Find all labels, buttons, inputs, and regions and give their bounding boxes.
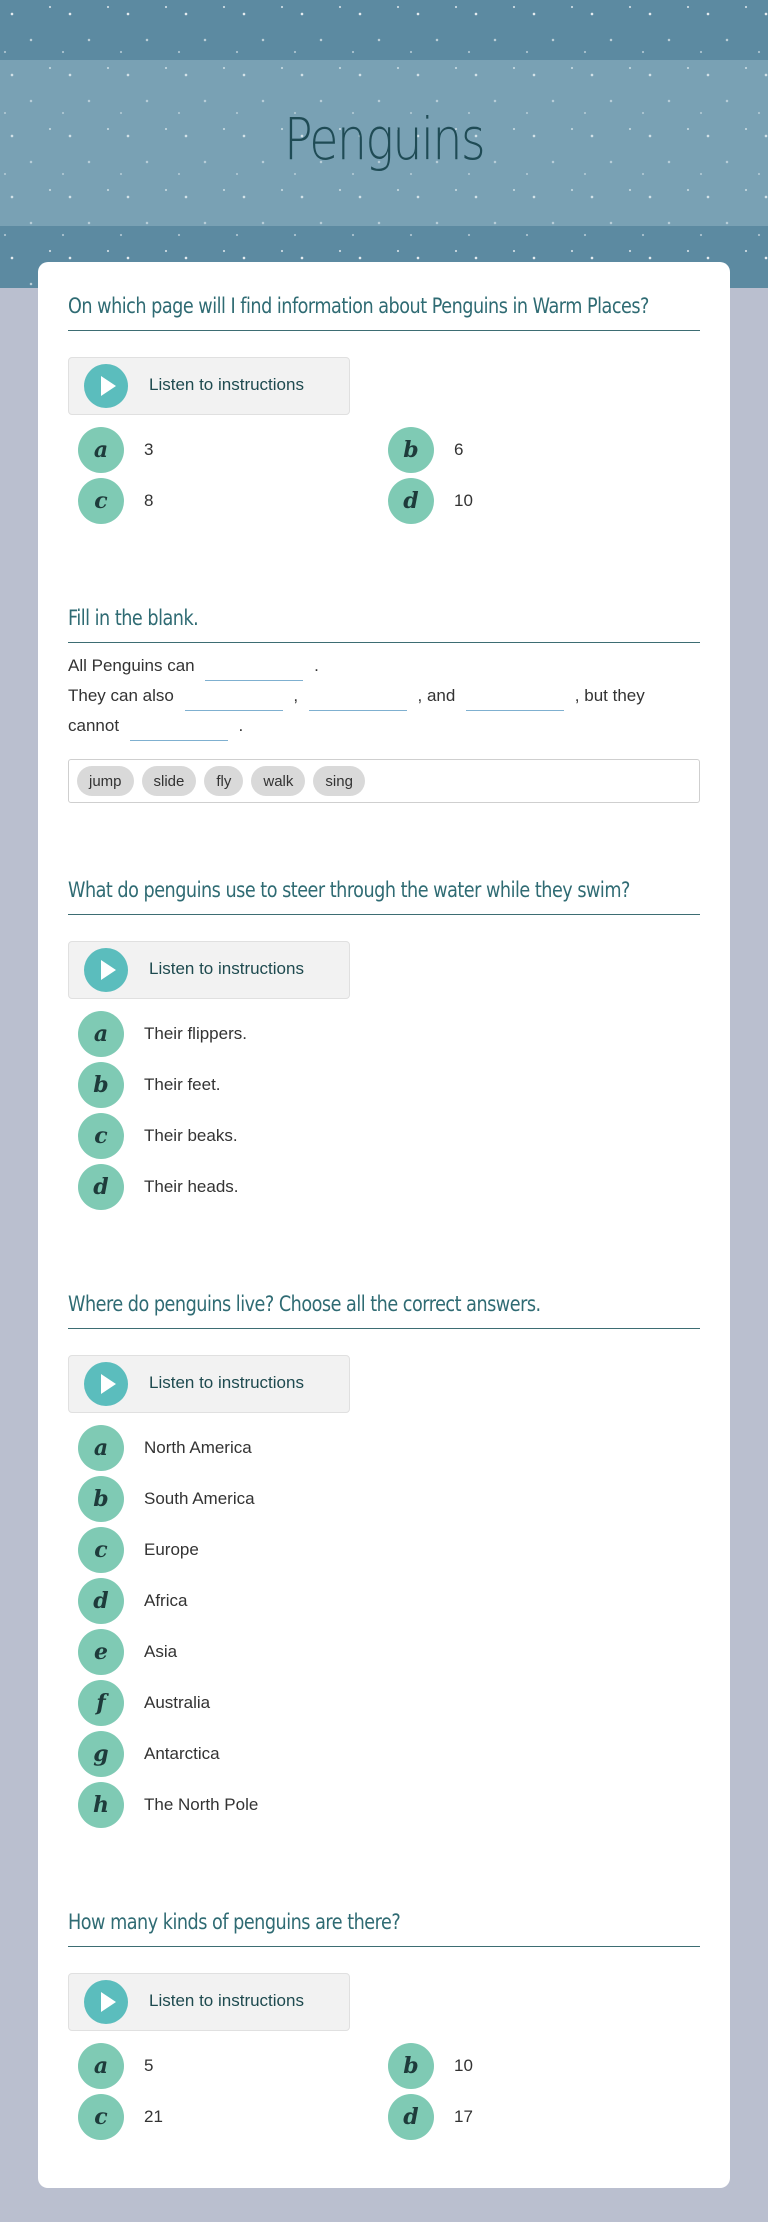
option-letter: b — [388, 2043, 434, 2089]
option-letter: h — [78, 1782, 124, 1828]
listen-label: Listen to instructions — [149, 1991, 304, 2010]
option-letter: a — [78, 1011, 124, 1057]
option-text: 21 — [144, 2107, 163, 2126]
option-a[interactable] — [68, 2043, 378, 2089]
sentence-text: . — [314, 656, 319, 675]
worksheet-card — [38, 262, 730, 2188]
option-letter: e — [78, 1629, 124, 1675]
sentence-text: . — [238, 716, 244, 735]
word-chip-fly[interactable]: fly — [204, 766, 243, 796]
sentence-text: cannot — [68, 716, 120, 735]
word-chip-walk[interactable]: walk — [251, 766, 305, 796]
play-icon — [84, 1362, 128, 1406]
blank-input-1[interactable] — [205, 660, 303, 681]
option-letter: a — [78, 1425, 124, 1471]
word-bank — [68, 759, 700, 803]
option-g[interactable] — [68, 1731, 700, 1777]
option-letter: d — [388, 478, 434, 524]
blank-input-4[interactable] — [466, 690, 564, 711]
divider — [68, 914, 700, 915]
option-text: Australia — [144, 1693, 211, 1712]
sentence-text: , but they — [574, 686, 645, 705]
listen-button[interactable] — [68, 1355, 350, 1413]
option-letter: c — [78, 478, 124, 524]
blank-input-3[interactable] — [309, 690, 407, 711]
option-letter: d — [78, 1164, 124, 1210]
option-letter: d — [78, 1578, 124, 1624]
option-text: South America — [144, 1489, 255, 1508]
option-letter: f — [78, 1680, 124, 1726]
answer-options — [68, 1011, 700, 1210]
option-b[interactable] — [378, 2043, 688, 2089]
divider — [68, 330, 700, 331]
option-a[interactable] — [68, 1011, 700, 1057]
divider — [68, 642, 700, 643]
option-c[interactable] — [68, 478, 378, 524]
fill-sentence-1 — [68, 651, 700, 681]
option-text: 6 — [454, 440, 464, 459]
listen-label: Listen to instructions — [149, 375, 304, 394]
option-text: 17 — [454, 2107, 473, 2126]
question-2 — [68, 604, 700, 803]
page-title: Penguins — [283, 105, 485, 173]
option-d[interactable] — [378, 2094, 688, 2140]
play-icon — [84, 364, 128, 408]
play-icon — [84, 948, 128, 992]
answer-options — [68, 1425, 700, 1828]
option-text: Their feet. — [144, 1075, 221, 1094]
sentence-text: All Penguins can — [68, 656, 195, 675]
option-b[interactable] — [68, 1062, 700, 1108]
option-text: Their flippers. — [144, 1024, 247, 1043]
option-letter: b — [78, 1476, 124, 1522]
option-d[interactable] — [68, 1578, 700, 1624]
option-text: Africa — [144, 1591, 188, 1610]
sentence-text: , — [293, 686, 299, 705]
option-text: 10 — [454, 2056, 473, 2075]
header-banner — [0, 0, 768, 288]
option-c[interactable] — [68, 1527, 700, 1573]
option-text: Their beaks. — [144, 1126, 238, 1145]
answer-options — [68, 427, 700, 529]
option-b[interactable] — [68, 1476, 700, 1522]
option-letter: d — [388, 2094, 434, 2140]
play-icon — [84, 1980, 128, 2024]
option-d[interactable] — [378, 478, 688, 524]
question-title: How many kinds of penguins are there? — [68, 1910, 401, 1934]
listen-button[interactable] — [68, 941, 350, 999]
blank-input-2[interactable] — [185, 690, 283, 711]
sentence-text: , and — [417, 686, 456, 705]
question-5 — [68, 1908, 700, 2145]
listen-button[interactable] — [68, 1973, 350, 2031]
word-chip-jump[interactable]: jump — [77, 766, 134, 796]
word-chip-sing[interactable]: sing — [313, 766, 365, 796]
question-1 — [68, 292, 700, 529]
option-c[interactable] — [68, 2094, 378, 2140]
option-text: 8 — [144, 491, 154, 510]
question-title: Where do penguins live? Choose all the correct answers. — [68, 1292, 541, 1316]
option-letter: a — [78, 427, 124, 473]
question-title: Fill in the blank. — [68, 606, 199, 630]
option-d[interactable] — [68, 1164, 700, 1210]
option-letter: c — [78, 1113, 124, 1159]
option-letter: b — [78, 1062, 124, 1108]
question-title: On which page will I find information about Penguins in Warm Places? — [68, 294, 649, 318]
option-text: Asia — [144, 1642, 178, 1661]
option-text: 3 — [144, 440, 154, 459]
option-b[interactable] — [378, 427, 688, 473]
option-text: Europe — [144, 1540, 199, 1559]
answer-options — [68, 2043, 700, 2145]
listen-label: Listen to instructions — [149, 959, 304, 978]
divider — [68, 1328, 700, 1329]
option-e[interactable] — [68, 1629, 700, 1675]
question-4 — [68, 1290, 700, 1833]
option-a[interactable] — [68, 427, 378, 473]
fill-sentence-2 — [68, 681, 700, 741]
option-letter: g — [78, 1731, 124, 1777]
option-c[interactable] — [68, 1113, 700, 1159]
option-text: North America — [144, 1438, 252, 1457]
option-letter: c — [78, 2094, 124, 2140]
divider — [68, 1946, 700, 1947]
option-letter: c — [78, 1527, 124, 1573]
option-f[interactable] — [68, 1680, 700, 1726]
blank-input-5[interactable] — [130, 720, 228, 741]
option-letter: b — [388, 427, 434, 473]
option-a[interactable] — [68, 1425, 700, 1471]
question-3 — [68, 876, 700, 1215]
option-letter: a — [78, 2043, 124, 2089]
listen-button[interactable] — [68, 357, 350, 415]
option-text: The North Pole — [144, 1795, 259, 1814]
option-text: Antarctica — [144, 1744, 220, 1763]
sentence-text: They can also — [68, 686, 174, 705]
option-h[interactable] — [68, 1782, 700, 1828]
option-text: Their heads. — [144, 1177, 239, 1196]
word-chip-slide[interactable]: slide — [142, 766, 197, 796]
listen-label: Listen to instructions — [149, 1373, 304, 1392]
option-text: 5 — [144, 2056, 154, 2075]
option-text: 10 — [454, 491, 473, 510]
question-title: What do penguins use to steer through the water while they swim? — [68, 878, 630, 902]
